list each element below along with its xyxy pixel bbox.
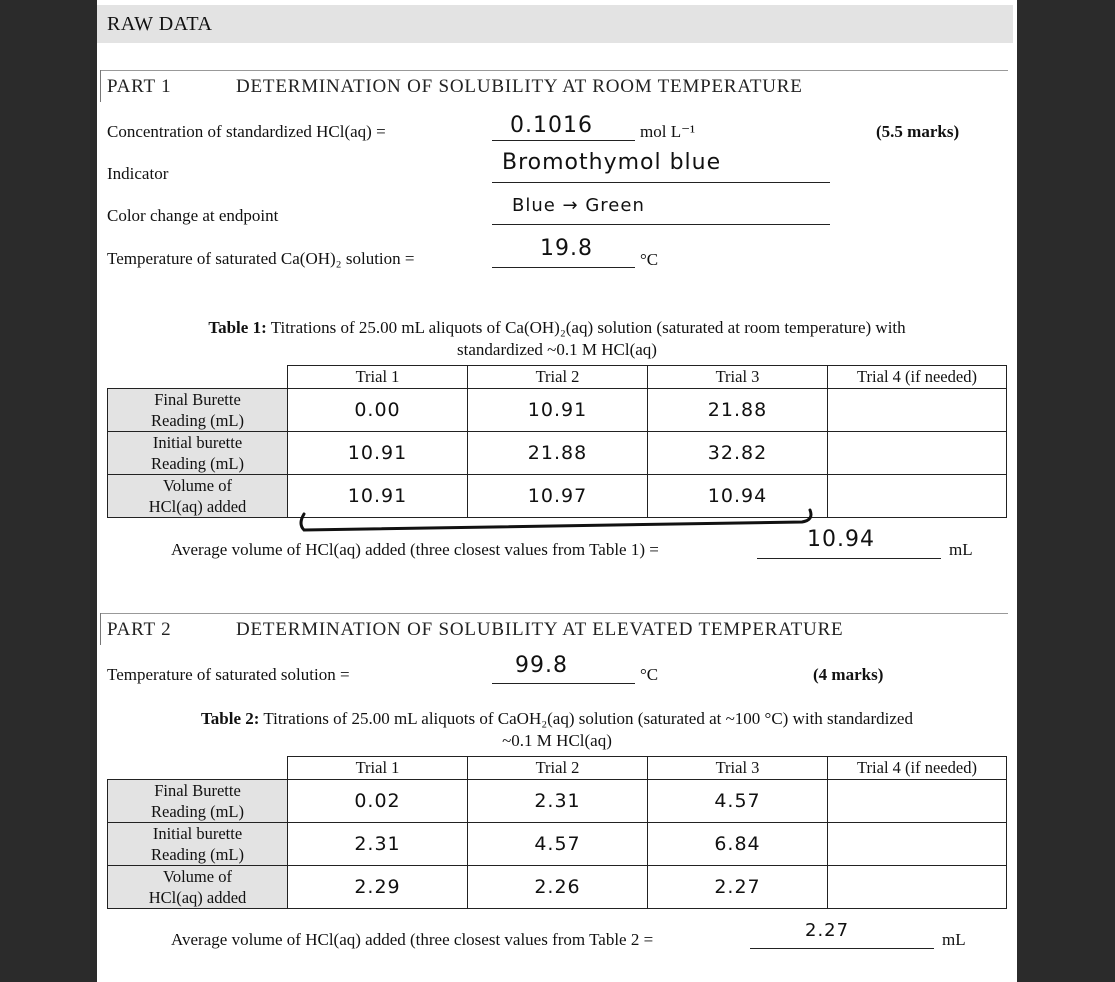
part1-title: DETERMINATION OF SOLUBILITY AT ROOM TEMPERATURE	[236, 76, 803, 97]
table1-row-label-final	[108, 389, 288, 432]
part1-left-bar	[100, 70, 101, 102]
row-label-line: Volume of	[163, 867, 232, 886]
table2-col-trial3: Trial 3	[648, 757, 828, 780]
row-label-line: Initial burette	[152, 433, 243, 452]
worksheet-page	[97, 0, 1017, 982]
table1-cell[interactable]: 10.91	[288, 432, 468, 475]
table1-caption-label: Table 1:	[208, 318, 267, 337]
table1	[107, 365, 1007, 518]
concentration-value[interactable]: 0.1016	[510, 113, 593, 138]
row-label-line: HCl(aq) added	[148, 888, 247, 907]
concentration-unit: mol L⁻¹	[640, 122, 696, 141]
table1-col-trial3: Trial 3	[648, 366, 828, 389]
table2-col-trial2: Trial 2	[468, 757, 648, 780]
table1-col-trial4: Trial 4 (if needed)	[828, 366, 1007, 389]
part2-marks: (4 marks)	[813, 665, 884, 684]
part2-left-bar	[100, 613, 101, 645]
table2-cell[interactable]	[828, 780, 1007, 823]
handwritten-bracket	[292, 500, 832, 540]
average1-line	[757, 558, 941, 559]
table2-cell[interactable]: 4.57	[468, 823, 648, 866]
table2-row-label-initial	[108, 823, 288, 866]
table1-cell[interactable]: 10.91	[468, 389, 648, 432]
table2-cell[interactable]: 6.84	[648, 823, 828, 866]
table2-cell[interactable]: 2.31	[288, 823, 468, 866]
concentration-line	[492, 140, 635, 141]
table1-cell[interactable]: 0.00	[288, 389, 468, 432]
table1-cell[interactable]: 10.91	[288, 475, 468, 518]
table1-cell[interactable]	[828, 432, 1007, 475]
row-label-line: HCl(aq) added	[148, 497, 247, 516]
table1-caption-line1	[97, 317, 1017, 339]
table2-cell[interactable]	[828, 866, 1007, 909]
table-row	[108, 389, 1007, 432]
table2-cell[interactable]: 2.29	[288, 866, 468, 909]
temperature-line	[492, 267, 635, 268]
table1-header-row	[108, 366, 1007, 389]
table2-header-row	[108, 757, 1007, 780]
part2-temperature-line	[492, 683, 635, 684]
table2	[107, 756, 1007, 909]
table2-cell[interactable]: 2.27	[648, 866, 828, 909]
average1-value[interactable]: 10.94	[807, 527, 875, 552]
row-label-line: Reading (mL)	[150, 845, 244, 864]
row-label-line: Final Burette	[154, 390, 241, 409]
part1-top-rule	[100, 70, 1008, 71]
table1-row-label-volume	[108, 475, 288, 518]
average2-value[interactable]: 2.27	[805, 920, 850, 941]
table2-col-trial4: Trial 4 (if needed)	[828, 757, 1007, 780]
table2-caption-label: Table 2:	[201, 709, 260, 728]
table2-caption-line1	[97, 708, 1017, 730]
table1-cell[interactable]: 32.82	[648, 432, 828, 475]
table2-cell[interactable]	[828, 823, 1007, 866]
table2-col-trial1: Trial 1	[288, 757, 468, 780]
table2-caption-text: Titrations of 25.00 mL aliquots of CaOH₂(aq) solution (saturated at ~100 °C) with standardized	[259, 709, 913, 728]
part1-number: PART 1	[107, 76, 172, 97]
table1-corner	[108, 366, 288, 389]
color-change-label: Color change at endpoint	[107, 206, 279, 225]
indicator-value[interactable]: Bromothymol blue	[502, 150, 722, 175]
table1-col-trial1: Trial 1	[288, 366, 468, 389]
average1-unit: mL	[949, 540, 973, 559]
table1-caption-text: Titrations of 25.00 mL aliquots of Ca(OH)₂(aq) solution (saturated at room temperature) with	[266, 318, 906, 337]
table2-caption-line2: ~0.1 M HCl(aq)	[502, 731, 612, 750]
table1-row-label-initial	[108, 432, 288, 475]
table1-cell[interactable]	[828, 475, 1007, 518]
table2-corner	[108, 757, 288, 780]
raw-data-banner	[97, 5, 1013, 43]
row-label-line: Reading (mL)	[150, 802, 244, 821]
temperature-value[interactable]: 19.8	[540, 236, 593, 261]
indicator-line	[492, 182, 830, 183]
concentration-label: Concentration of standardized HCl(aq) =	[107, 122, 386, 141]
table2-cell[interactable]: 4.57	[648, 780, 828, 823]
color-change-line	[492, 224, 830, 225]
table2-caption	[97, 708, 1017, 752]
average2-label: Average volume of HCl(aq) added (three closest values from Table 2 =	[171, 930, 654, 949]
average1-label: Average volume of HCl(aq) added (three closest values from Table 1) =	[171, 540, 659, 559]
row-label-line: Reading (mL)	[150, 411, 244, 430]
row-label-line: Reading (mL)	[150, 454, 244, 473]
part2-title: DETERMINATION OF SOLUBILITY AT ELEVATED TEMPERATURE	[236, 619, 844, 640]
part2-number: PART 2	[107, 619, 172, 640]
table-row	[108, 432, 1007, 475]
table2-cell[interactable]: 2.26	[468, 866, 648, 909]
temperature-label: Temperature of saturated Ca(OH)₂ solution =	[107, 249, 415, 268]
table-row	[108, 823, 1007, 866]
table1-cell[interactable]	[828, 389, 1007, 432]
indicator-label: Indicator	[107, 164, 169, 183]
table1-cell[interactable]: 10.94	[648, 475, 828, 518]
row-label-line: Initial burette	[152, 824, 243, 843]
table1-cell[interactable]: 21.88	[648, 389, 828, 432]
color-change-value[interactable]: Blue → Green	[512, 195, 645, 216]
table1-cell[interactable]: 10.97	[468, 475, 648, 518]
table-row	[108, 866, 1007, 909]
row-label-line: Volume of	[163, 476, 232, 495]
table1-caption	[97, 317, 1017, 361]
raw-data-title: RAW DATA	[107, 13, 213, 35]
table1-cell[interactable]: 21.88	[468, 432, 648, 475]
table1-col-trial2: Trial 2	[468, 366, 648, 389]
average2-line	[750, 948, 934, 949]
table2-cell[interactable]: 2.31	[468, 780, 648, 823]
part2-top-rule	[100, 613, 1008, 614]
table2-row-label-final	[108, 780, 288, 823]
part2-temperature-unit: °C	[640, 665, 659, 684]
temperature-unit: °C	[640, 250, 659, 269]
table-row	[108, 780, 1007, 823]
table1-caption-line2: standardized ~0.1 M HCl(aq)	[457, 340, 657, 359]
table2-cell[interactable]: 0.02	[288, 780, 468, 823]
part2-temperature-label: Temperature of saturated solution =	[107, 665, 350, 684]
part1-marks: (5.5 marks)	[876, 122, 960, 141]
part2-temperature-value[interactable]: 99.8	[515, 653, 568, 678]
row-label-line: Final Burette	[154, 781, 241, 800]
table2-row-label-volume	[108, 866, 288, 909]
average2-unit: mL	[942, 930, 966, 949]
